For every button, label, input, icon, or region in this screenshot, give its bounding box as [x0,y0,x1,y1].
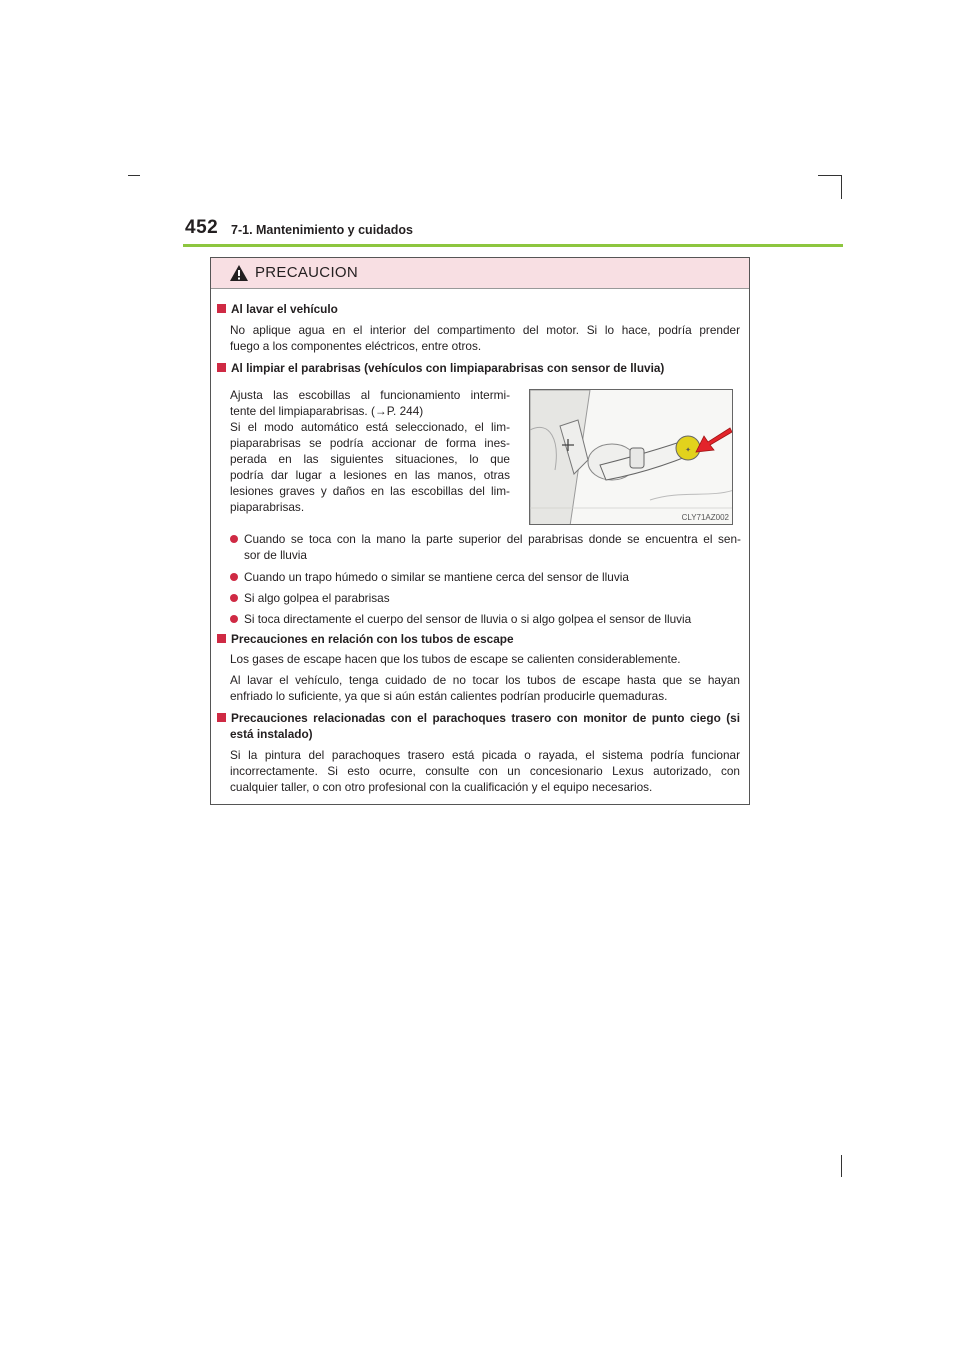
paragraph: lesiones graves y daños en las escobillas del lim- [230,484,510,498]
paragraph: piaparabrisas. [230,500,305,514]
paragraph: cualquier taller, o con otro profesional con la cualificación y el equipo necesarios. [230,780,653,794]
square-bullet-icon [217,304,226,313]
bullet-icon [230,615,238,623]
list-item: Si algo golpea el parabrisas [244,591,390,605]
warning-header [211,258,749,289]
paragraph: No aplique agua en el interior del compartimento del motor. Si lo hace, podría prender [230,323,740,337]
paragraph: enfriado lo suficiente, ya que si aún están calientes podrían producirle quemaduras. [230,689,668,703]
page-header [185,214,845,254]
crop-mark [818,175,842,176]
square-bullet-icon [217,634,226,643]
rain-sensor-illustration [529,389,733,525]
section-title: 7-1. Mantenimiento y cuidados [231,223,413,237]
section-heading: Precauciones relacionadas con el parachoques trasero con monitor de punto ciego (si [217,710,740,726]
figure-code: CLY71AZ002 [681,513,729,522]
bullet-icon [230,573,238,581]
paragraph: Si la pintura del parachoques trasero está picada o rayada, el sistema podría funcionar [230,748,740,762]
crop-mark [128,175,140,176]
paragraph: fuego a los componentes eléctricos, entre otros. [230,339,482,353]
paragraph: incorrectamente. Si esto ocurre, consulte con un concesionario Lexus autorizado, con [230,764,740,778]
section-heading: Al limpiar el parabrisas (vehículos con limpiaparabrisas con sensor de lluvia) [217,360,664,376]
warning-box [210,257,750,805]
paragraph: piaparabrisas se podría accionar de forma ines- [230,436,510,450]
paragraph: perada en las siguientes situaciones, lo que [230,452,510,466]
svg-text:✦: ✦ [685,446,691,454]
bullet-icon [230,535,238,543]
paragraph: tente del limpiaparabrisas. (→P. 244) [230,404,424,418]
paragraph: Los gases de escape hacen que los tubos de escape se calienten considerablemente. [230,652,681,666]
paragraph: Al lavar el vehículo, tenga cuidado de no tocar los tubos de escape hasta que se hayan [230,673,740,687]
paragraph: Si el modo automático está seleccionado, el lim- [230,420,510,434]
wiper-lever-drawing [530,390,733,525]
square-bullet-icon [217,363,226,372]
header-rule [183,244,843,247]
page-number: 452 [185,217,219,238]
list-item: Cuando un trapo húmedo o similar se mantiene cerca del sensor de lluvia [244,570,629,584]
list-item: Cuando se toca con la mano la parte superior del parabrisas donde se encuentra el sen- [244,532,741,546]
square-bullet-icon [217,713,226,722]
warning-triangle-icon [229,264,249,282]
list-item: Si toca directamente el cuerpo del sensor de lluvia o si algo golpea el sensor de lluvia [244,612,692,626]
section-heading: Al lavar el vehículo [217,301,338,317]
crop-mark [841,175,842,199]
warning-title: PRECAUCION [255,264,359,281]
section-heading: Precauciones en relación con los tubos de escape [217,631,514,647]
crop-mark [841,1155,842,1177]
section-heading: está instalado) [230,727,313,741]
list-item: sor de lluvia [244,548,307,562]
bullet-icon [230,594,238,602]
paragraph: podría dar lugar a lesiones en las manos, otras [230,468,510,482]
paragraph: Ajusta las escobillas al funcionamiento intermi- [230,388,510,402]
